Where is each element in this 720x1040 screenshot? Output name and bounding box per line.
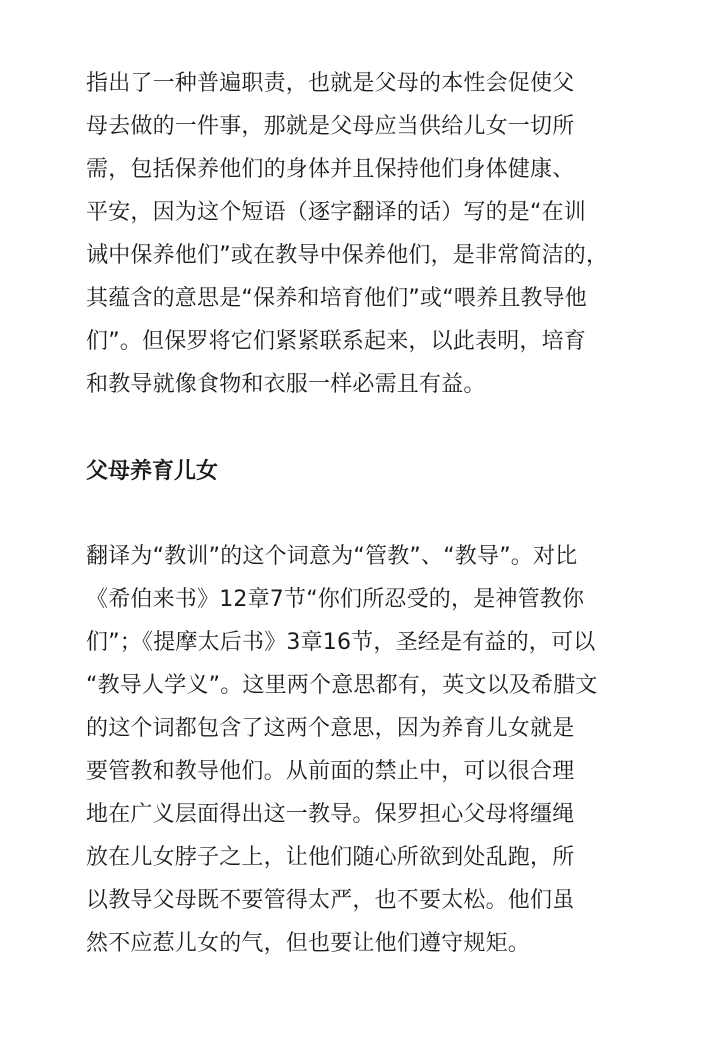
section-heading: 父母养育儿女 [86, 459, 219, 484]
text-line: 要管教和教导他们。从前面的禁止中，可以很合理 [86, 759, 575, 784]
text-line: 然不应惹儿女的气，但也要让他们遵守规矩。 [86, 931, 531, 956]
text-line: 以教导父母既不要管得太严，也不要太松。他们虽 [86, 888, 575, 913]
text-line: 指出了一种普遍职责，也就是父母的本性会促使父 [86, 71, 575, 96]
text-line: 《希伯来书》12章7节“你们所忍受的，是神管教你 [86, 587, 585, 612]
text-line: 其蕴含的意思是“保养和培育他们”或“喂养且教导他 [86, 286, 587, 311]
text-line: 放在儿女脖子之上，让他们随心所欲到处乱跑，所 [86, 845, 575, 870]
paragraph-2 [86, 535, 598, 965]
text-line: 需，包括保养他们的身体并且保持他们身体健康、 [86, 157, 575, 182]
text-line: 的这个词都包含了这两个意思，因为养育儿女就是 [86, 716, 575, 741]
paragraph-1 [86, 62, 608, 406]
text-line: 和教导就像食物和衣服一样必需且有益。 [86, 372, 486, 397]
text-line: 翻译为“教训”的这个词意为“管教”、“教导”。对比 [86, 544, 578, 569]
text-line: 们”。但保罗将它们紧紧联系起来，以此表明，培育 [86, 329, 586, 354]
text-line: 母去做的一件事，那就是父母应当供给儿女一切所 [86, 114, 575, 139]
text-line: 们”；《提摩太后书》3章16节，圣经是有益的，可以 [86, 630, 596, 655]
text-line: 平安，因为这个短语（逐字翻译的话）写的是“在训 [86, 200, 586, 225]
text-line: 地在广义层面得出这一教导。保罗担心父母将缰绳 [86, 802, 575, 827]
text-line: “教导人学义”。这里两个意思都有，英文以及希腊文 [86, 673, 598, 698]
text-line: 诫中保养他们”或在教导中保养他们，是非常简洁的， [86, 243, 609, 268]
